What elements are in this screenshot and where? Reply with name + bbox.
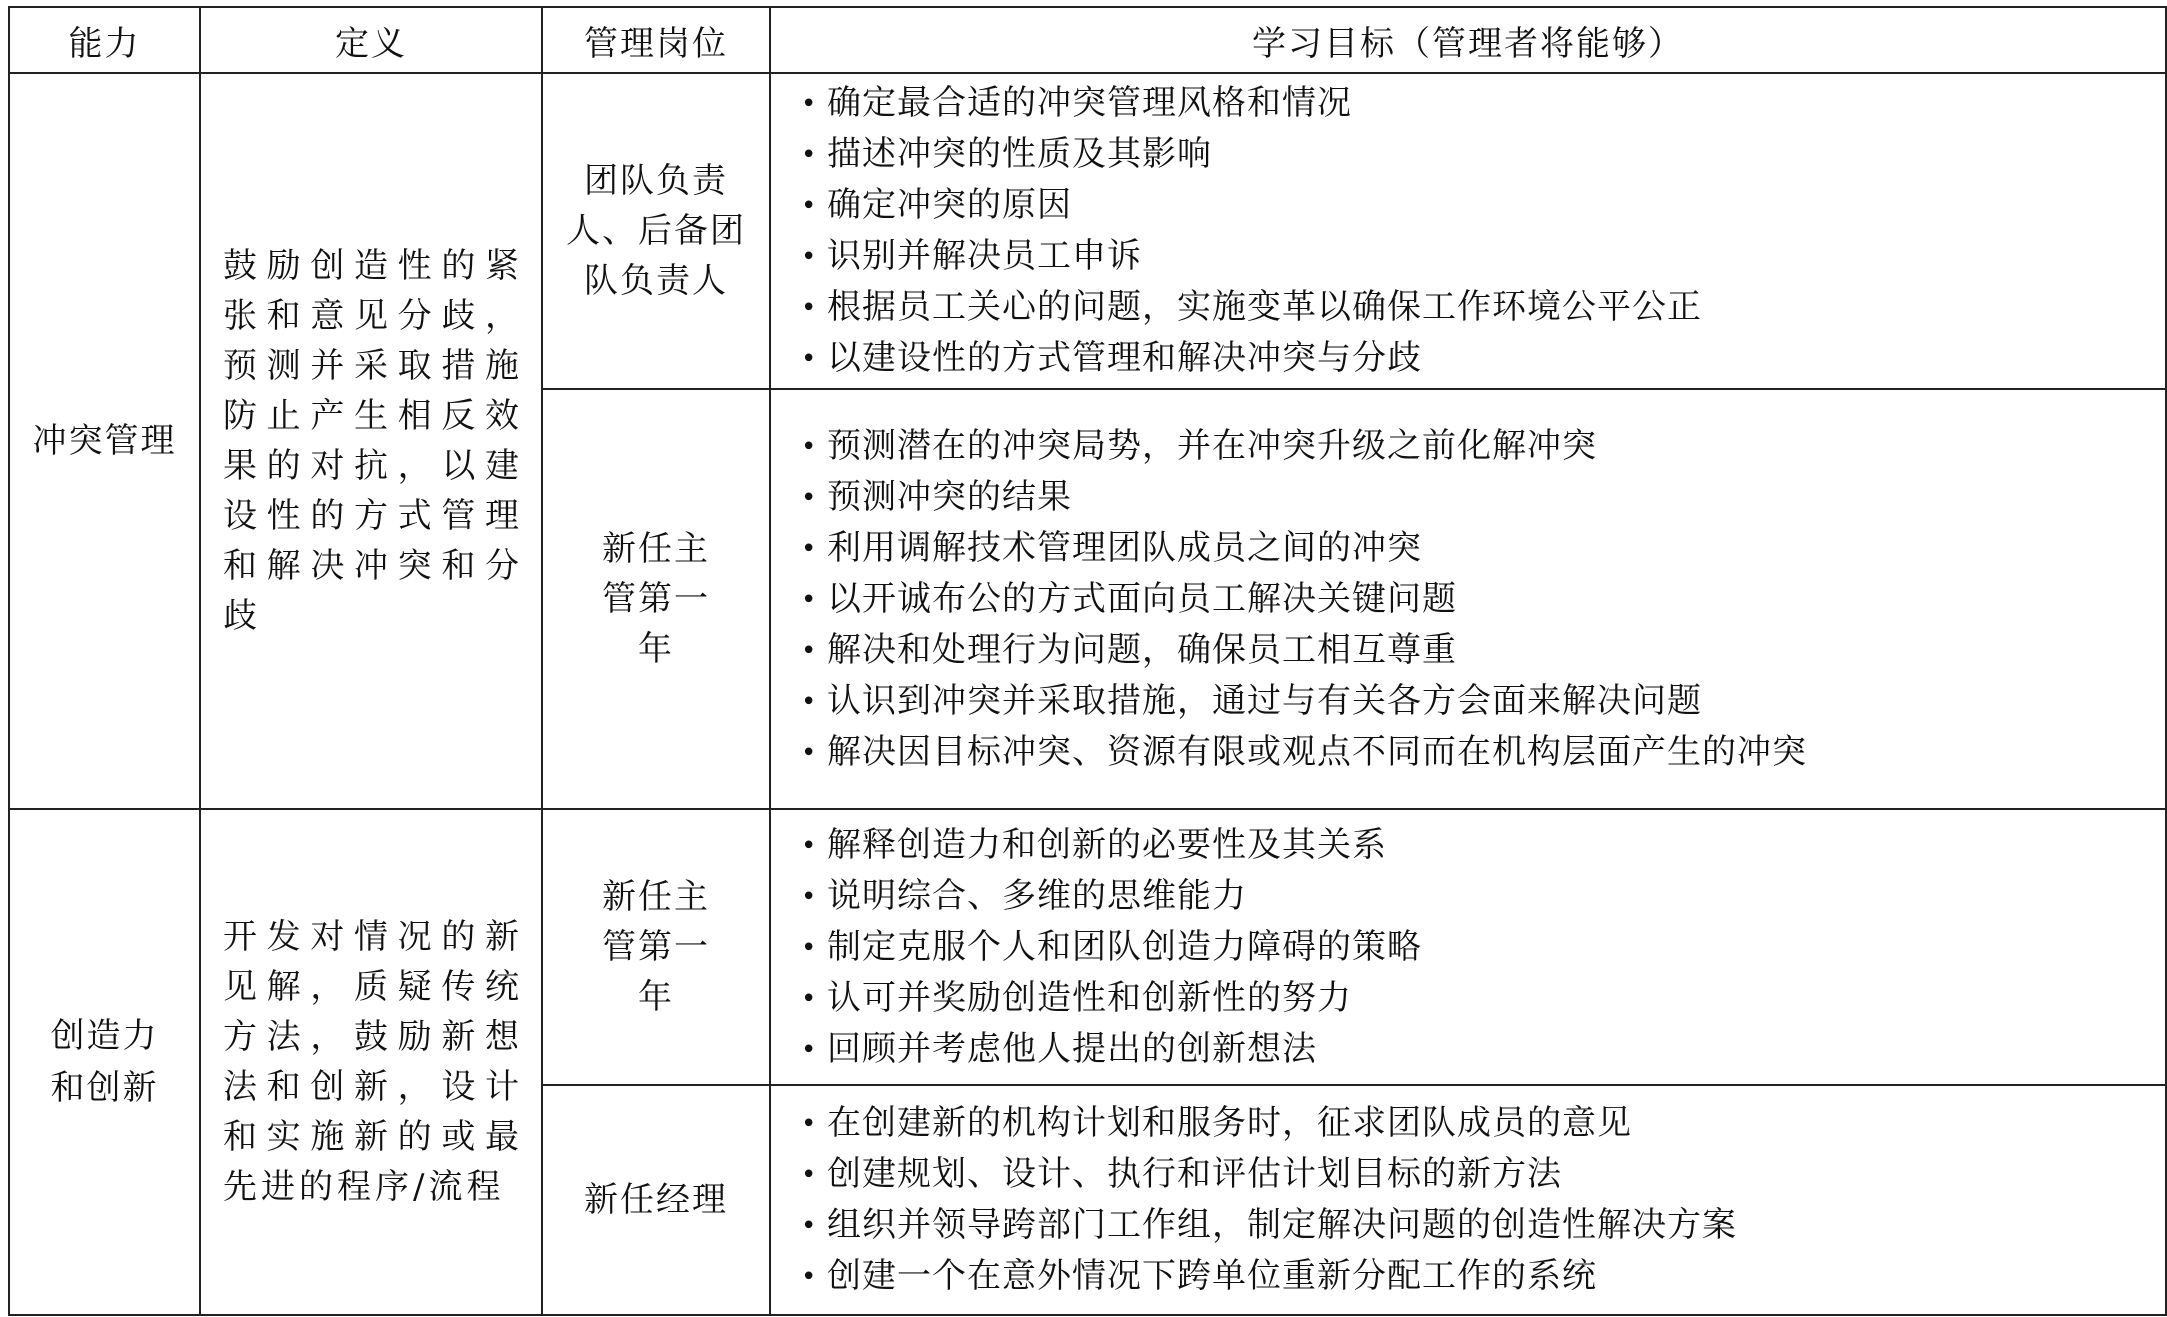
bullet-icon: • [801, 983, 818, 1014]
table-row [9, 809, 2166, 1085]
capability-label: 创造力和创新 [50, 1016, 159, 1108]
list-item [801, 129, 2165, 180]
list-item [801, 472, 2165, 523]
list-item [801, 1200, 2165, 1251]
position-cell [542, 1085, 770, 1315]
bullet-icon: • [801, 1109, 818, 1139]
objectives-list [801, 1098, 2165, 1302]
objective-text: 说明综合、多维的思维能力 [827, 875, 1247, 916]
objective-text: 解释创造力和创新的必要性及其关系 [827, 824, 1387, 865]
objective-text: 在创建新的机构计划和服务时，征求团队成员的意见 [827, 1103, 1632, 1143]
capability-cell [9, 73, 200, 809]
list-item [801, 625, 2165, 676]
objective-text: 制定克服个人和团队创造力障碍的策略 [827, 926, 1422, 967]
list-item [801, 676, 2165, 727]
header-row [9, 7, 2166, 73]
capability-cell [9, 809, 200, 1315]
objectives-cell [770, 809, 2166, 1085]
position-cell [542, 809, 770, 1085]
header-capability: 能力 [9, 7, 200, 73]
bullet-icon: • [801, 737, 818, 768]
header-position: 管理岗位 [542, 7, 770, 73]
list-item [801, 871, 2165, 922]
objective-text: 识别并解决员工申诉 [827, 236, 1142, 276]
list-item [801, 973, 2165, 1024]
list-item [801, 1098, 2165, 1149]
bullet-icon: • [801, 635, 818, 666]
bullet-icon: • [801, 482, 818, 513]
bullet-icon: • [801, 1262, 818, 1292]
definition-cell [200, 73, 542, 809]
definition-text: 鼓励创造性的紧张和意见分歧，预测并采取措施防止产生相反效果的对抗，以建设性的方式管理和解决冲突和分歧 [223, 246, 523, 636]
objective-text: 以建设性的方式管理和解决冲突与分歧 [827, 338, 1422, 378]
position-label: 团队负责人、后备团队负责人 [566, 161, 746, 301]
objective-text: 创建规划、设计、执行和评估计划目标的新方法 [827, 1154, 1562, 1194]
list-item [801, 1024, 2165, 1075]
capability-label: 冲突管理 [32, 421, 177, 461]
objective-text: 回顾并考虑他人提出的创新想法 [827, 1028, 1317, 1069]
objective-text: 认可并奖励创造性和创新性的努力 [827, 977, 1352, 1018]
list-item [801, 333, 2165, 384]
list-item [801, 180, 2165, 231]
bullet-icon: • [801, 830, 818, 861]
bullet-icon: • [801, 242, 818, 272]
objective-text: 解决和处理行为问题，确保员工相互尊重 [827, 629, 1457, 670]
bullet-icon: • [801, 191, 818, 221]
objectives-cell [770, 73, 2166, 389]
objective-text: 根据员工关心的问题，实施变革以确保工作环境公平公正 [827, 287, 1702, 327]
bullet-icon: • [801, 1211, 818, 1241]
bullet-icon: • [801, 584, 818, 615]
position-cell [542, 73, 770, 389]
list-item [801, 574, 2165, 625]
list-item [801, 523, 2165, 574]
list-item [801, 231, 2165, 282]
objective-text: 认识到冲突并采取措施，通过与有关各方会面来解决问题 [827, 680, 1702, 721]
competency-table [8, 6, 2167, 1316]
table-row [9, 73, 2166, 389]
objective-text: 预测潜在的冲突局势，并在冲突升级之前化解冲突 [827, 425, 1597, 466]
objectives-cell [770, 1085, 2166, 1315]
header-definition: 定义 [200, 7, 542, 73]
objective-text: 创建一个在意外情况下跨单位重新分配工作的系统 [827, 1256, 1597, 1296]
list-item [801, 922, 2165, 973]
objective-text: 描述冲突的性质及其影响 [827, 134, 1212, 174]
objective-text: 确定冲突的原因 [827, 185, 1072, 225]
objective-text: 利用调解技术管理团队成员之间的冲突 [827, 527, 1422, 568]
objectives-list [801, 820, 2165, 1075]
list-item [801, 820, 2165, 871]
definition-text: 开发对情况的新见解，质疑传统方法，鼓励新想法和创新，设计和实施新的或最先进的程序/流程 [223, 917, 523, 1207]
position-label: 新任经理 [584, 1180, 728, 1220]
position-label: 新任主管第一年 [602, 529, 710, 669]
objectives-list [801, 78, 2165, 384]
bullet-icon: • [801, 932, 818, 963]
bullet-icon: • [801, 881, 818, 912]
header-objectives: 学习目标（管理者将能够） [770, 7, 2166, 73]
objective-text: 预测冲突的结果 [827, 476, 1072, 517]
list-item [801, 282, 2165, 333]
position-cell [542, 389, 770, 809]
list-item [801, 78, 2165, 129]
bullet-icon: • [801, 1160, 818, 1190]
objective-text: 确定最合适的冲突管理风格和情况 [827, 83, 1352, 123]
objective-text: 以开诚布公的方式面向员工解决关键问题 [827, 578, 1457, 619]
bullet-icon: • [801, 533, 818, 564]
list-item [801, 1149, 2165, 1200]
definition-cell [200, 809, 542, 1315]
bullet-icon: • [801, 293, 818, 323]
position-label: 新任主管第一年 [602, 877, 710, 1017]
bullet-icon: • [801, 344, 818, 374]
objective-text: 解决因目标冲突、资源有限或观点不同而在机构层面产生的冲突 [827, 731, 1807, 772]
objectives-cell [770, 389, 2166, 809]
bullet-icon: • [801, 1034, 818, 1065]
list-item [801, 1251, 2165, 1302]
objective-text: 组织并领导跨部门工作组，制定解决问题的创造性解决方案 [827, 1205, 1737, 1245]
list-item [801, 421, 2165, 472]
bullet-icon: • [801, 89, 818, 119]
bullet-icon: • [801, 686, 818, 717]
list-item [801, 727, 2165, 778]
bullet-icon: • [801, 140, 818, 170]
bullet-icon: • [801, 431, 818, 462]
objectives-list [801, 421, 2165, 778]
